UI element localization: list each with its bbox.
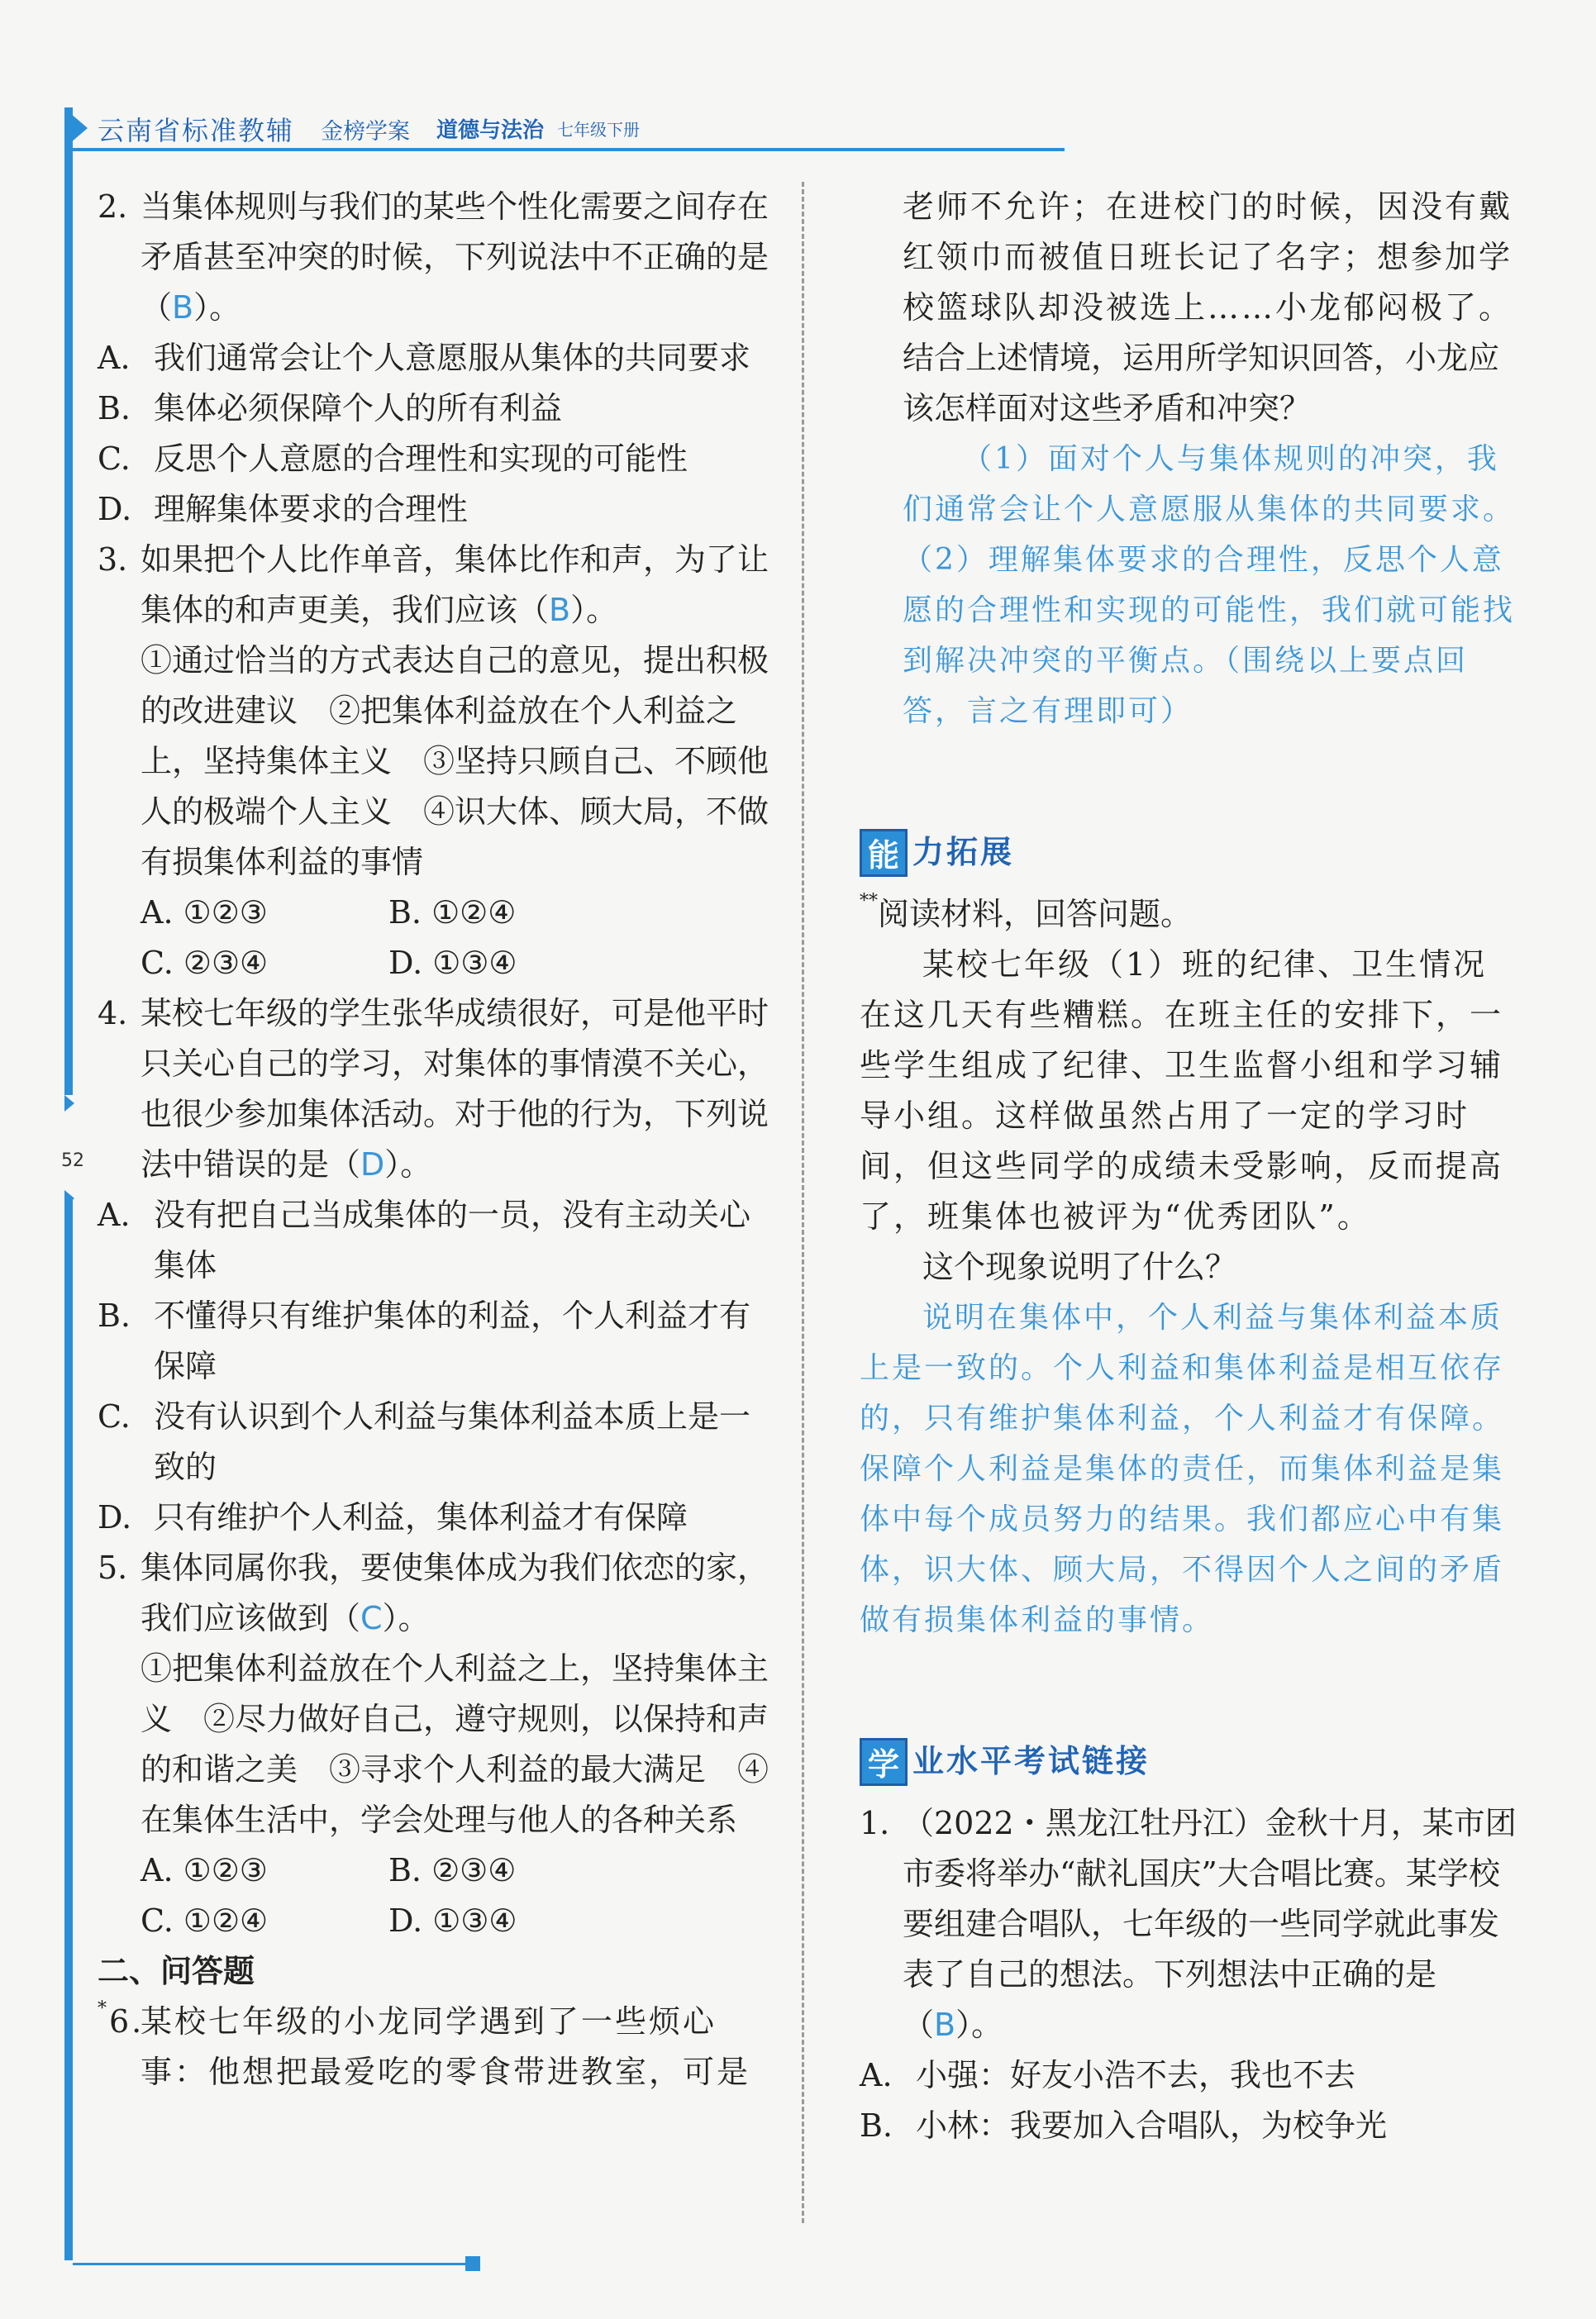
question-4 bbox=[98, 988, 769, 1190]
option-text: ①②③ bbox=[183, 894, 268, 931]
option-c bbox=[98, 434, 769, 484]
option-label: B. bbox=[388, 894, 422, 931]
option-label: B. bbox=[98, 390, 131, 426]
option-c bbox=[98, 1392, 769, 1493]
question-stem-end: ）。 bbox=[570, 592, 618, 628]
option-label: D. bbox=[98, 491, 132, 527]
answer-choice: B bbox=[549, 592, 571, 628]
ability-answer: 说明在集体中，个人利益与集体利益本质上是一致的。个人利益和集体利益是相互依存的，只有维护集体利益，个人利益才有保障。保障个人利益是集体的责任，而集体利益是集体中每个成员努力的结果。我们都应心中有集体，识大体、顾大局，不得因个人之间的矛盾做有损集体利益的事情。 bbox=[860, 1301, 1505, 1637]
option-label: A. bbox=[860, 2057, 893, 2093]
option-text: ①②③ bbox=[183, 1852, 268, 1888]
option-row bbox=[98, 888, 769, 938]
option-d bbox=[98, 484, 769, 535]
option-label: B. bbox=[98, 1298, 131, 1334]
question-stem: 当集体规则与我们的某些个性化需要之间存在矛盾甚至冲突的时候，下列说法中不正确的是（ bbox=[141, 188, 769, 326]
option-text: ②③④ bbox=[431, 1852, 517, 1888]
side-bar-bottom bbox=[64, 1198, 73, 2260]
option-text: 没有把自己当成集体的一员，没有主动关心集体 bbox=[154, 1197, 751, 1283]
option-b bbox=[388, 888, 636, 938]
question-stem-end: ）。 bbox=[193, 289, 241, 326]
option-text: 不懂得只有维护集体的利益，个人利益才有保障 bbox=[154, 1298, 751, 1384]
answer-choice: C bbox=[360, 1600, 383, 1636]
option-label: D. bbox=[98, 1499, 132, 1536]
option-label: A. bbox=[98, 340, 131, 376]
option-b bbox=[860, 2101, 1517, 2151]
header-book: 金榜学案 bbox=[321, 119, 410, 145]
option-d bbox=[388, 938, 636, 988]
option-text: 只有维护个人利益，集体利益才有保障 bbox=[154, 1499, 688, 1536]
question-6-prompt: 结合上述情境，运用所学知识回答，小龙应该怎样面对这些矛盾和冲突？ bbox=[903, 340, 1500, 426]
option-c bbox=[141, 1896, 388, 1946]
option-text: ①②④ bbox=[183, 1902, 269, 1939]
option-d bbox=[98, 1493, 769, 1543]
option-c bbox=[141, 938, 388, 988]
option-a bbox=[98, 1190, 769, 1291]
ability-material: 某校七年级（1）班的纪律、卫生情况在这几天有些糟糕。在班主任的安排下，一些学生组成了纪律、卫生监督小组和学习辅导小组。这样做虽然占用了一定的学习时间，但这些同学的成绩未受影响，反而提高了，班集体也被评为“优秀团队”。 bbox=[860, 946, 1504, 1235]
side-triangle-icon bbox=[64, 1095, 74, 1112]
option-label: A. bbox=[98, 1197, 131, 1233]
section-title: 二、问答题 bbox=[98, 1953, 255, 1989]
question-number: 5. bbox=[98, 1550, 128, 1586]
option-text: 小强：好友小浩不去，我也不去 bbox=[916, 2057, 1356, 2093]
option-row bbox=[98, 1845, 769, 1896]
bottom-rule bbox=[73, 2263, 471, 2265]
option-b bbox=[98, 383, 769, 434]
question-3 bbox=[98, 535, 769, 636]
option-label: D. bbox=[388, 945, 423, 981]
question-stem: 如果把个人比作单音，集体比作和声，为了让集体的和声更美，我们应该（ bbox=[141, 541, 769, 628]
question-number: 2. bbox=[98, 188, 128, 225]
question-stem: （2022・黑龙江牡丹江）金秋十月，某市团市委将举办“献礼国庆”大合唱比赛。某学校要组建合唱队，七年级的一些同学就此事发表了自己的想法。下列想法中正确的是（ bbox=[903, 1805, 1517, 2043]
option-text: 理解集体要求的合理性 bbox=[154, 491, 469, 527]
question-items: ①通过恰当的方式表达自己的意见，提出积极的改进建议 ②把集体利益放在个人利益之上，坚持集体主义 ③坚持只顾自己、不顾他人的极端个人主义 ④识大体、顾大局，不做有损集体利益的事情 bbox=[141, 642, 769, 880]
option-row bbox=[98, 938, 769, 988]
page-header bbox=[64, 103, 1065, 153]
question-stem: 某校七年级的小龙同学遇到了一些烦心事：他想把最爱吃的零食带进教室，可是 bbox=[141, 2003, 751, 2090]
side-bar-top bbox=[64, 107, 73, 1095]
section-title: 业水平考试链接 bbox=[912, 1743, 1151, 1779]
section-box-icon: 学 bbox=[860, 1738, 908, 1786]
option-label: C. bbox=[141, 945, 174, 981]
ability-section-banner bbox=[860, 827, 1517, 878]
ability-question: 这个现象说明了什么？ bbox=[922, 1249, 1237, 1285]
question-stem: 集体同属你我，要使集体成为我们依恋的家，我们应该做到（ bbox=[141, 1550, 769, 1636]
question-number: 1. bbox=[860, 1805, 890, 1841]
difficulty-star: ** bbox=[860, 891, 878, 912]
prompt-text: 阅读材料，回答问题。 bbox=[878, 896, 1193, 932]
option-d bbox=[388, 1896, 636, 1946]
question-2 bbox=[98, 182, 769, 333]
option-text: ①②④ bbox=[431, 894, 517, 931]
question-number: 3. bbox=[98, 541, 128, 578]
option-a bbox=[141, 1845, 388, 1896]
option-text: 我们通常会让个人意愿服从集体的共同要求 bbox=[154, 340, 751, 376]
option-text: ①③④ bbox=[432, 1902, 517, 1939]
option-label: C. bbox=[98, 440, 131, 477]
question-number bbox=[98, 1997, 144, 2047]
header-series: 云南省标准教辅 bbox=[98, 115, 295, 146]
answer-choice: B bbox=[172, 289, 194, 326]
left-column bbox=[98, 182, 769, 2098]
question-stem-end: ）。 bbox=[382, 1600, 430, 1636]
option-text: 集体必须保障个人的所有利益 bbox=[154, 390, 563, 426]
header-rule bbox=[64, 148, 1065, 151]
question-stem: 某校七年级的学生张华成绩很好，可是他平时只关心自己的学习，对集体的事情漠不关心，也很少参加集体活动。对于他的行为，下列说法中错误的是（ bbox=[141, 995, 769, 1183]
page-number: 52 bbox=[61, 1150, 84, 1171]
option-text: 没有认识到个人利益与集体利益本质上是一致的 bbox=[154, 1398, 751, 1485]
option-a bbox=[98, 333, 769, 383]
option-text: ①③④ bbox=[432, 945, 517, 981]
exam-section-banner bbox=[860, 1736, 1517, 1787]
bottom-square-icon bbox=[465, 2256, 480, 2271]
question-5 bbox=[98, 1543, 769, 1644]
option-text: 反思个人意愿的合理性和实现的可能性 bbox=[154, 440, 688, 477]
option-label: C. bbox=[141, 1902, 174, 1939]
column-divider bbox=[802, 182, 804, 2223]
right-column bbox=[860, 182, 1517, 2151]
ability-prompt bbox=[860, 889, 1517, 940]
option-b bbox=[388, 1845, 636, 1896]
section-box-icon: 能 bbox=[860, 829, 908, 877]
question-6-answer: （1）面对个人与集体规则的冲突，我们通常会让个人意愿服从集体的共同要求。（2）理解集体要求的合理性，反思个人意愿的合理性和实现的可能性，我们就可能找到解决冲突的平衡点。（围绕以上要点回答，言之有理即可） bbox=[903, 442, 1516, 728]
option-label: B. bbox=[388, 1852, 422, 1888]
header-grade: 七年级下册 bbox=[557, 120, 640, 140]
question-number: 4. bbox=[98, 995, 128, 1031]
option-b bbox=[98, 1291, 769, 1392]
question-number-text: 6. bbox=[109, 2003, 145, 2040]
question-items: ①把集体利益放在个人利益之上，坚持集体主义 ②尽力做好自己，遵守规则，以保持和声的和谐之美 ③寻求个人利益的最大满足 ④在集体生活中，学会处理与他人的各种关系 bbox=[141, 1650, 769, 1838]
option-label: B. bbox=[860, 2107, 893, 2144]
answer-choice: D bbox=[360, 1146, 385, 1183]
option-text: 小林：我要加入合唱队，为校争光 bbox=[916, 2107, 1388, 2144]
option-row bbox=[98, 1896, 769, 1946]
exam-question-1 bbox=[860, 1798, 1517, 2050]
answer-choice: B bbox=[934, 2007, 956, 2043]
section-title: 力拓展 bbox=[912, 834, 1015, 870]
option-text: ②③④ bbox=[183, 945, 269, 981]
question-stem-end: ）。 bbox=[955, 2007, 1003, 2043]
option-a bbox=[860, 2050, 1517, 2101]
option-label: C. bbox=[98, 1398, 131, 1435]
difficulty-star: * bbox=[98, 1998, 109, 2019]
header-subject: 道德与法治 bbox=[436, 118, 545, 143]
question-6 bbox=[98, 1997, 769, 2098]
option-label: A. bbox=[141, 1852, 174, 1888]
question-stem-end: ）。 bbox=[384, 1146, 432, 1183]
option-label: A. bbox=[141, 894, 174, 931]
option-a bbox=[141, 888, 388, 938]
option-label: D. bbox=[388, 1902, 423, 1939]
question-6-continued: 老师不允许；在进校门的时候，因没有戴红领巾而被值日班长记了名字；想参加学校篮球队却没被选上……小龙郁闷极了。 bbox=[903, 188, 1513, 326]
